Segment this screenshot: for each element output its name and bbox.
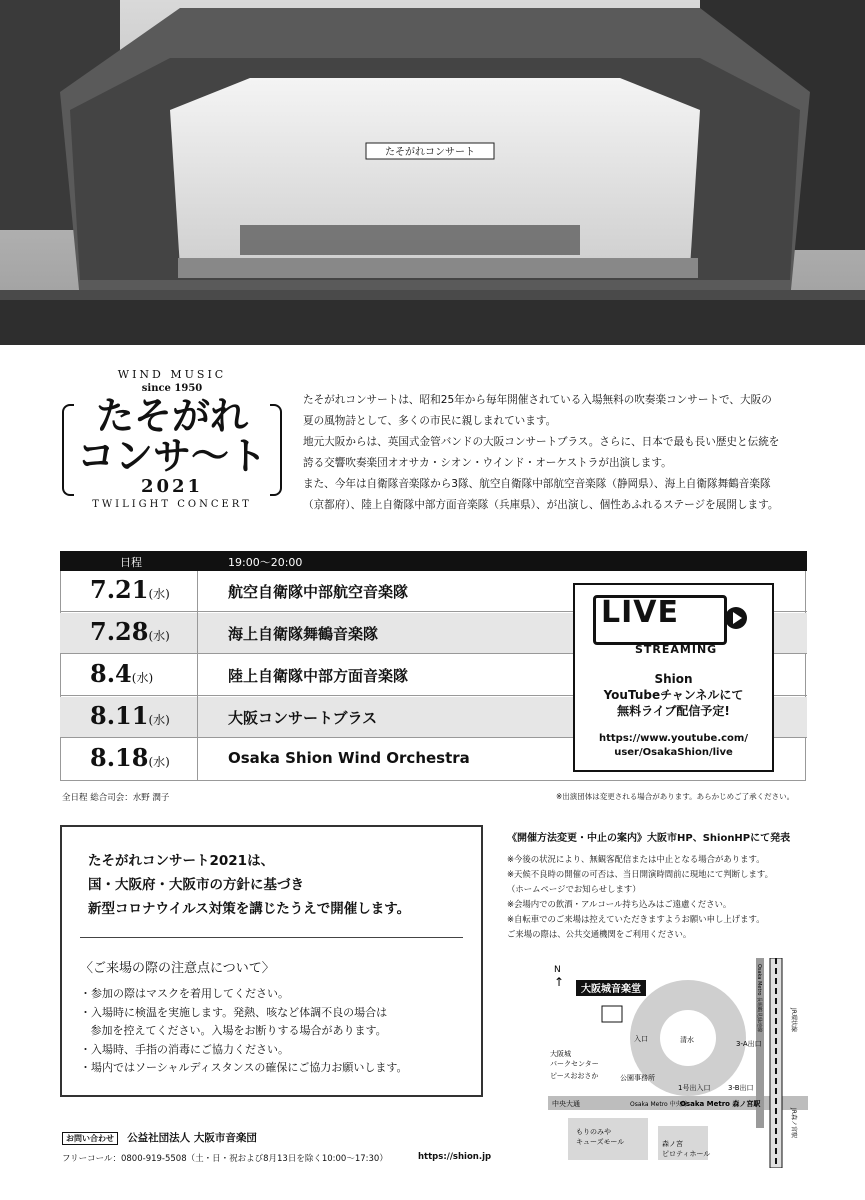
announcement-heading: 《開催方法変更・中止の案内》大阪市HP、ShionHPにて発表 xyxy=(507,833,791,844)
caution-title: 〈ご来場の際の注意点について〉 xyxy=(80,961,275,976)
contact-tag: お問い合わせ xyxy=(62,1132,118,1145)
schedule-date: 8.4(水) xyxy=(90,659,154,688)
svg-text:Osaka Metro 森ノ宮駅: Osaka Metro 森ノ宮駅 xyxy=(680,1100,761,1108)
logo-title-line1: たそがれ xyxy=(95,393,248,438)
schedule-header-time: 19:00〜20:00 xyxy=(228,556,303,569)
logo-left-bracket xyxy=(62,404,74,496)
svg-text:Osaka Metro 中央線: Osaka Metro 中央線 xyxy=(630,1101,688,1108)
logo-year: 2021 xyxy=(140,476,204,497)
rule-item: ・入場時、手指の消毒にご協力ください。 xyxy=(80,1042,289,1056)
svg-text:ピースおおさか: ピースおおさか xyxy=(550,1072,599,1080)
svg-text:キューズモール: キューズモール xyxy=(576,1138,625,1146)
live-label: LIVE xyxy=(601,595,679,630)
intro-line: 夏の風物詩として、多くの市民に親しまれています。 xyxy=(303,415,557,427)
map-park-center: 大阪城 xyxy=(550,1050,571,1058)
svg-text:3-B出口: 3-B出口 xyxy=(728,1084,754,1092)
svg-text:3-A出口: 3-A出口 xyxy=(736,1040,762,1048)
svg-text:中央大通: 中央大通 xyxy=(552,1100,580,1108)
logo-right-bracket xyxy=(270,404,282,496)
schedule-header-date: 日程 xyxy=(120,556,142,569)
youtube-link[interactable]: https://www.youtube.com/ user/OsakaShion/live xyxy=(599,733,748,758)
schedule-header xyxy=(60,551,807,571)
logo-since: since 1950 xyxy=(141,383,203,394)
schedule-band: 海上自衛隊舞鶴音楽隊 xyxy=(228,625,379,643)
schedule-band: 陸上自衛隊中部方面音楽隊 xyxy=(228,667,409,685)
intro-line: 誇る交響吹奏楽団オオサカ・シオン・ウインド・オーケストラが出演します。 xyxy=(303,457,672,469)
intro-text xyxy=(303,390,813,516)
intro-line: たそがれコンサートは、昭和25年から毎年開催されている入場無料の吹奏楽コンサートで、大阪の xyxy=(303,394,772,406)
contact-org: 公益社団法人 大阪市音楽団 xyxy=(127,1132,257,1144)
rule-item: ・入場時に検温を実施します。発熱、咳など体調不良の場合は xyxy=(80,1005,388,1019)
svg-text:Osaka Metro 長堀鶴見緑地線: Osaka Metro 長堀鶴見緑地線 xyxy=(756,964,762,1033)
concert-stage-image xyxy=(0,0,865,345)
svg-text:公園事務所: 公園事務所 xyxy=(620,1074,655,1082)
schedule-band: Osaka Shion Wind Orchestra xyxy=(228,749,470,767)
rule-item: ・場内ではソーシャルディスタンスの確保にご協力お願いします。 xyxy=(80,1061,408,1074)
rule-item: ・参加の際はマスクを着用してください。 xyxy=(80,987,289,1000)
map-entrance: 入口 xyxy=(634,1035,648,1043)
live-description: Shion YouTubeチャンネルにて 無料ライブ配信予定! xyxy=(603,672,744,718)
logo-wind-music: WIND MUSIC xyxy=(117,368,227,381)
free-call: フリーコール：0800-919-5508（土・日・祝および8月13日を除く10:00〜17:30） xyxy=(62,1154,388,1164)
event-logo xyxy=(58,368,286,528)
covid-notice xyxy=(60,825,483,1097)
intro-line: （京都府）、陸上自衛隊中部方面音楽隊（兵庫県）、が出演し、個性あふれるステージを展開します。 xyxy=(303,499,779,511)
access-map xyxy=(548,958,808,1168)
covid-lead: たそがれコンサート2021は、 国・大阪府・大阪市の方針に基づき 新型コロナウイルス対策を講じたうえで開催します。 xyxy=(88,853,411,917)
svg-text:1号出入口: 1号出入口 xyxy=(678,1084,711,1092)
svg-text:JR環状線: JR環状線 xyxy=(790,1008,797,1032)
banner-text: たそがれコンサート xyxy=(385,147,475,158)
svg-text:ピロティホール: ピロティホール xyxy=(662,1150,711,1158)
mc-note: 全日程 総合司会：水野 潤子 xyxy=(62,793,170,803)
announcement-body: ※今後の状況により、無観客配信または中止となる場合があります。 ※天候不良時の開催の可否は、当日開演時間前に現地にて判断します。 （ホームページでお知らせします） ※会場内での飲酒・アルコール持ち込みはご遠慮ください。 ※自転車でのご来場は控えていただきますようお願い申し上げます。 ご来場の際は、公共交通機関をご利用ください。 xyxy=(507,854,773,939)
logo-twilight: TWILIGHT CONCERT xyxy=(92,499,252,510)
svg-text:もりのみや: もりのみや xyxy=(576,1128,611,1136)
schedule-date: 7.28(水) xyxy=(90,617,170,646)
intro-line: また、今年は自衛隊音楽隊から3隊、航空自衛隊中部航空音楽隊（静岡県）、海上自衛隊舞鶴音楽隊 xyxy=(303,478,771,490)
schedule-divider xyxy=(197,571,198,781)
logo-title-line2: コンサ〜ト xyxy=(76,433,267,478)
change-note: ※出演団体は変更される場合があります。あらかじめご了承ください。 xyxy=(556,792,795,801)
svg-text:パークセンター: パークセンター xyxy=(550,1060,599,1068)
live-streaming-box xyxy=(573,583,774,772)
schedule-date: 8.11(水) xyxy=(90,701,170,730)
play-icon xyxy=(725,607,747,629)
map-venue: 大阪城音楽堂 xyxy=(581,984,641,995)
caution-rules xyxy=(80,985,407,1078)
intro-line: 地元大阪からは、英国式金管バンドの大阪コンサートブラス。さらに、日本で最も長い歴史と伝統を xyxy=(303,436,780,448)
hero-photo xyxy=(0,0,865,345)
svg-text:JR森ノ宮駅: JR森ノ宮駅 xyxy=(790,1108,797,1138)
north-label: N xyxy=(554,965,561,975)
divider xyxy=(80,937,463,938)
svg-text:森ノ宮: 森ノ宮 xyxy=(662,1140,683,1148)
streaming-label: STREAMING xyxy=(635,643,718,656)
schedule-date: 8.18(水) xyxy=(90,743,170,772)
svg-text:清水: 清水 xyxy=(680,1036,694,1044)
website-link[interactable]: https://shion.jp xyxy=(418,1152,492,1162)
schedule-band: 大阪コンサートブラス xyxy=(228,709,378,727)
rule-item: 参加を控えてください。入場をお断りする場合があります。 xyxy=(80,1024,387,1037)
schedule-date: 7.21(水) xyxy=(90,575,170,604)
north-icon: ↑ xyxy=(554,975,565,989)
schedule-band: 航空自衛隊中部航空音楽隊 xyxy=(228,583,409,601)
contact-info xyxy=(62,1130,257,1145)
announcement xyxy=(507,829,807,942)
